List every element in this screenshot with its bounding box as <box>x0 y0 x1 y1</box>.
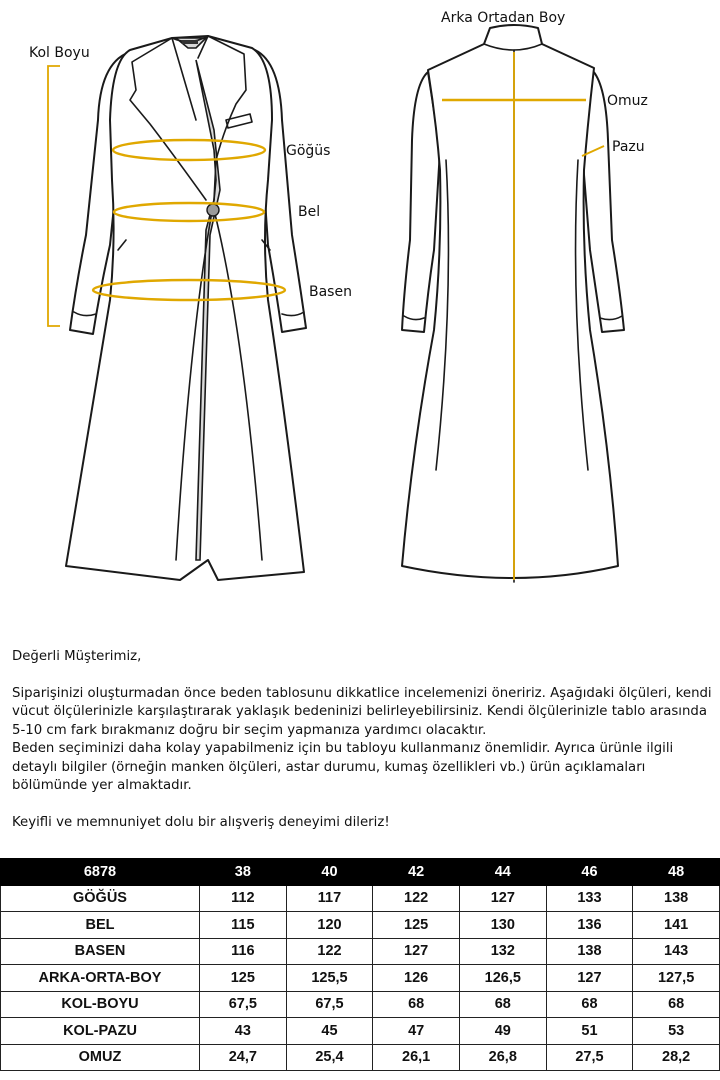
row-label: OMUZ <box>1 1044 200 1071</box>
table-cell: 67,5 <box>200 991 287 1018</box>
table-cell: 138 <box>546 938 633 965</box>
back-view <box>402 10 648 582</box>
table-cell: 138 <box>633 885 720 912</box>
table-row <box>1 1018 720 1045</box>
row-label: KOL-BOYU <box>1 991 200 1018</box>
table-cell: 127,5 <box>633 965 720 992</box>
table-cell: 127 <box>459 885 546 912</box>
table-cell: 53 <box>633 1018 720 1045</box>
table-cell: 112 <box>200 885 287 912</box>
table-cell: 133 <box>546 885 633 912</box>
table-cell: 126,5 <box>459 965 546 992</box>
sleeve-length-measure-line <box>48 66 60 326</box>
header-cell-size: 38 <box>200 859 287 886</box>
label-back-center-length: Arka Ortadan Boy <box>441 10 566 26</box>
table-cell: 43 <box>200 1018 287 1045</box>
table-cell: 127 <box>373 938 460 965</box>
paragraph-intro: Siparişinizi oluşturmadan önce beden tablosunu dikkatlice incelemenizi öneririz. Aşağıdaki ölçüleri, kendi vücut ölçülerinizle karşılaştırarak yaklaşık bedeninizi belirleyebilirsiniz. Kendi ölçülerinizle tablo arasında 5-10 cm fark bırakmanız doğru bir seçim yapmanıza yardımcı olacaktır. <box>12 685 712 738</box>
table-row <box>1 885 720 912</box>
label-waist: Bel <box>298 204 321 220</box>
header-cell-model: 6878 <box>1 859 200 886</box>
paragraph-details: Beden seçiminizi daha kolay yapabilmeniz için bu tabloyu kullanmanız önemlidir. Ayrıca ürünle ilgili detaylı bilgiler (örneğin manken ölçüleri, astar durumu, kumaş özellikleri vb.) ürün açıklamaları bölümünde yer almaktadır. <box>12 741 674 793</box>
table-cell: 136 <box>546 912 633 939</box>
table-cell: 47 <box>373 1018 460 1045</box>
table-cell: 125,5 <box>286 965 373 992</box>
table-row <box>1 991 720 1018</box>
label-shoulder: Omuz <box>607 93 648 109</box>
table-cell: 67,5 <box>286 991 373 1018</box>
table-cell: 115 <box>200 912 287 939</box>
table-cell: 125 <box>373 912 460 939</box>
table-cell: 125 <box>200 965 287 992</box>
header-cell-size: 40 <box>286 859 373 886</box>
row-label: ARKA-ORTA-BOY <box>1 965 200 992</box>
table-cell: 45 <box>286 1018 373 1045</box>
row-label: GÖĞÜS <box>1 885 200 912</box>
table-cell: 28,2 <box>633 1044 720 1071</box>
label-hip: Basen <box>309 284 352 300</box>
label-chest: Göğüs <box>286 143 331 159</box>
table-cell: 122 <box>373 885 460 912</box>
table-cell: 68 <box>459 991 546 1018</box>
table-cell: 51 <box>546 1018 633 1045</box>
table-cell: 68 <box>633 991 720 1018</box>
table-cell: 26,1 <box>373 1044 460 1071</box>
table-cell: 24,7 <box>200 1044 287 1071</box>
size-chart-table <box>0 858 720 1071</box>
header-cell-size: 48 <box>633 859 720 886</box>
table-header-row <box>1 859 720 886</box>
closing-text: Keyifli ve memnuniyet dolu bir alışveriş deneyimi dileriz! <box>12 814 390 830</box>
customer-note <box>12 648 712 832</box>
table-cell: 143 <box>633 938 720 965</box>
header-cell-size: 42 <box>373 859 460 886</box>
table-cell: 132 <box>459 938 546 965</box>
table-cell: 141 <box>633 912 720 939</box>
row-label: BEL <box>1 912 200 939</box>
table-row <box>1 1044 720 1071</box>
table-cell: 25,4 <box>286 1044 373 1071</box>
row-label: KOL-PAZU <box>1 1018 200 1045</box>
table-cell: 120 <box>286 912 373 939</box>
table-cell: 68 <box>546 991 633 1018</box>
table-cell: 130 <box>459 912 546 939</box>
header-cell-size: 46 <box>546 859 633 886</box>
table-row <box>1 938 720 965</box>
table-cell: 127 <box>546 965 633 992</box>
label-sleeve-length: Kol Boyu <box>29 45 90 61</box>
table-cell: 26,8 <box>459 1044 546 1071</box>
table-cell: 68 <box>373 991 460 1018</box>
row-label: BASEN <box>1 938 200 965</box>
header-cell-size: 44 <box>459 859 546 886</box>
label-upper-arm: Pazu <box>612 139 645 155</box>
front-view <box>29 36 352 580</box>
table-cell: 27,5 <box>546 1044 633 1071</box>
table-row <box>1 965 720 992</box>
table-cell: 116 <box>200 938 287 965</box>
table-cell: 126 <box>373 965 460 992</box>
table-cell: 122 <box>286 938 373 965</box>
table-cell: 49 <box>459 1018 546 1045</box>
table-cell: 117 <box>286 885 373 912</box>
greeting-text: Değerli Müşterimiz, <box>12 649 142 664</box>
table-row <box>1 912 720 939</box>
